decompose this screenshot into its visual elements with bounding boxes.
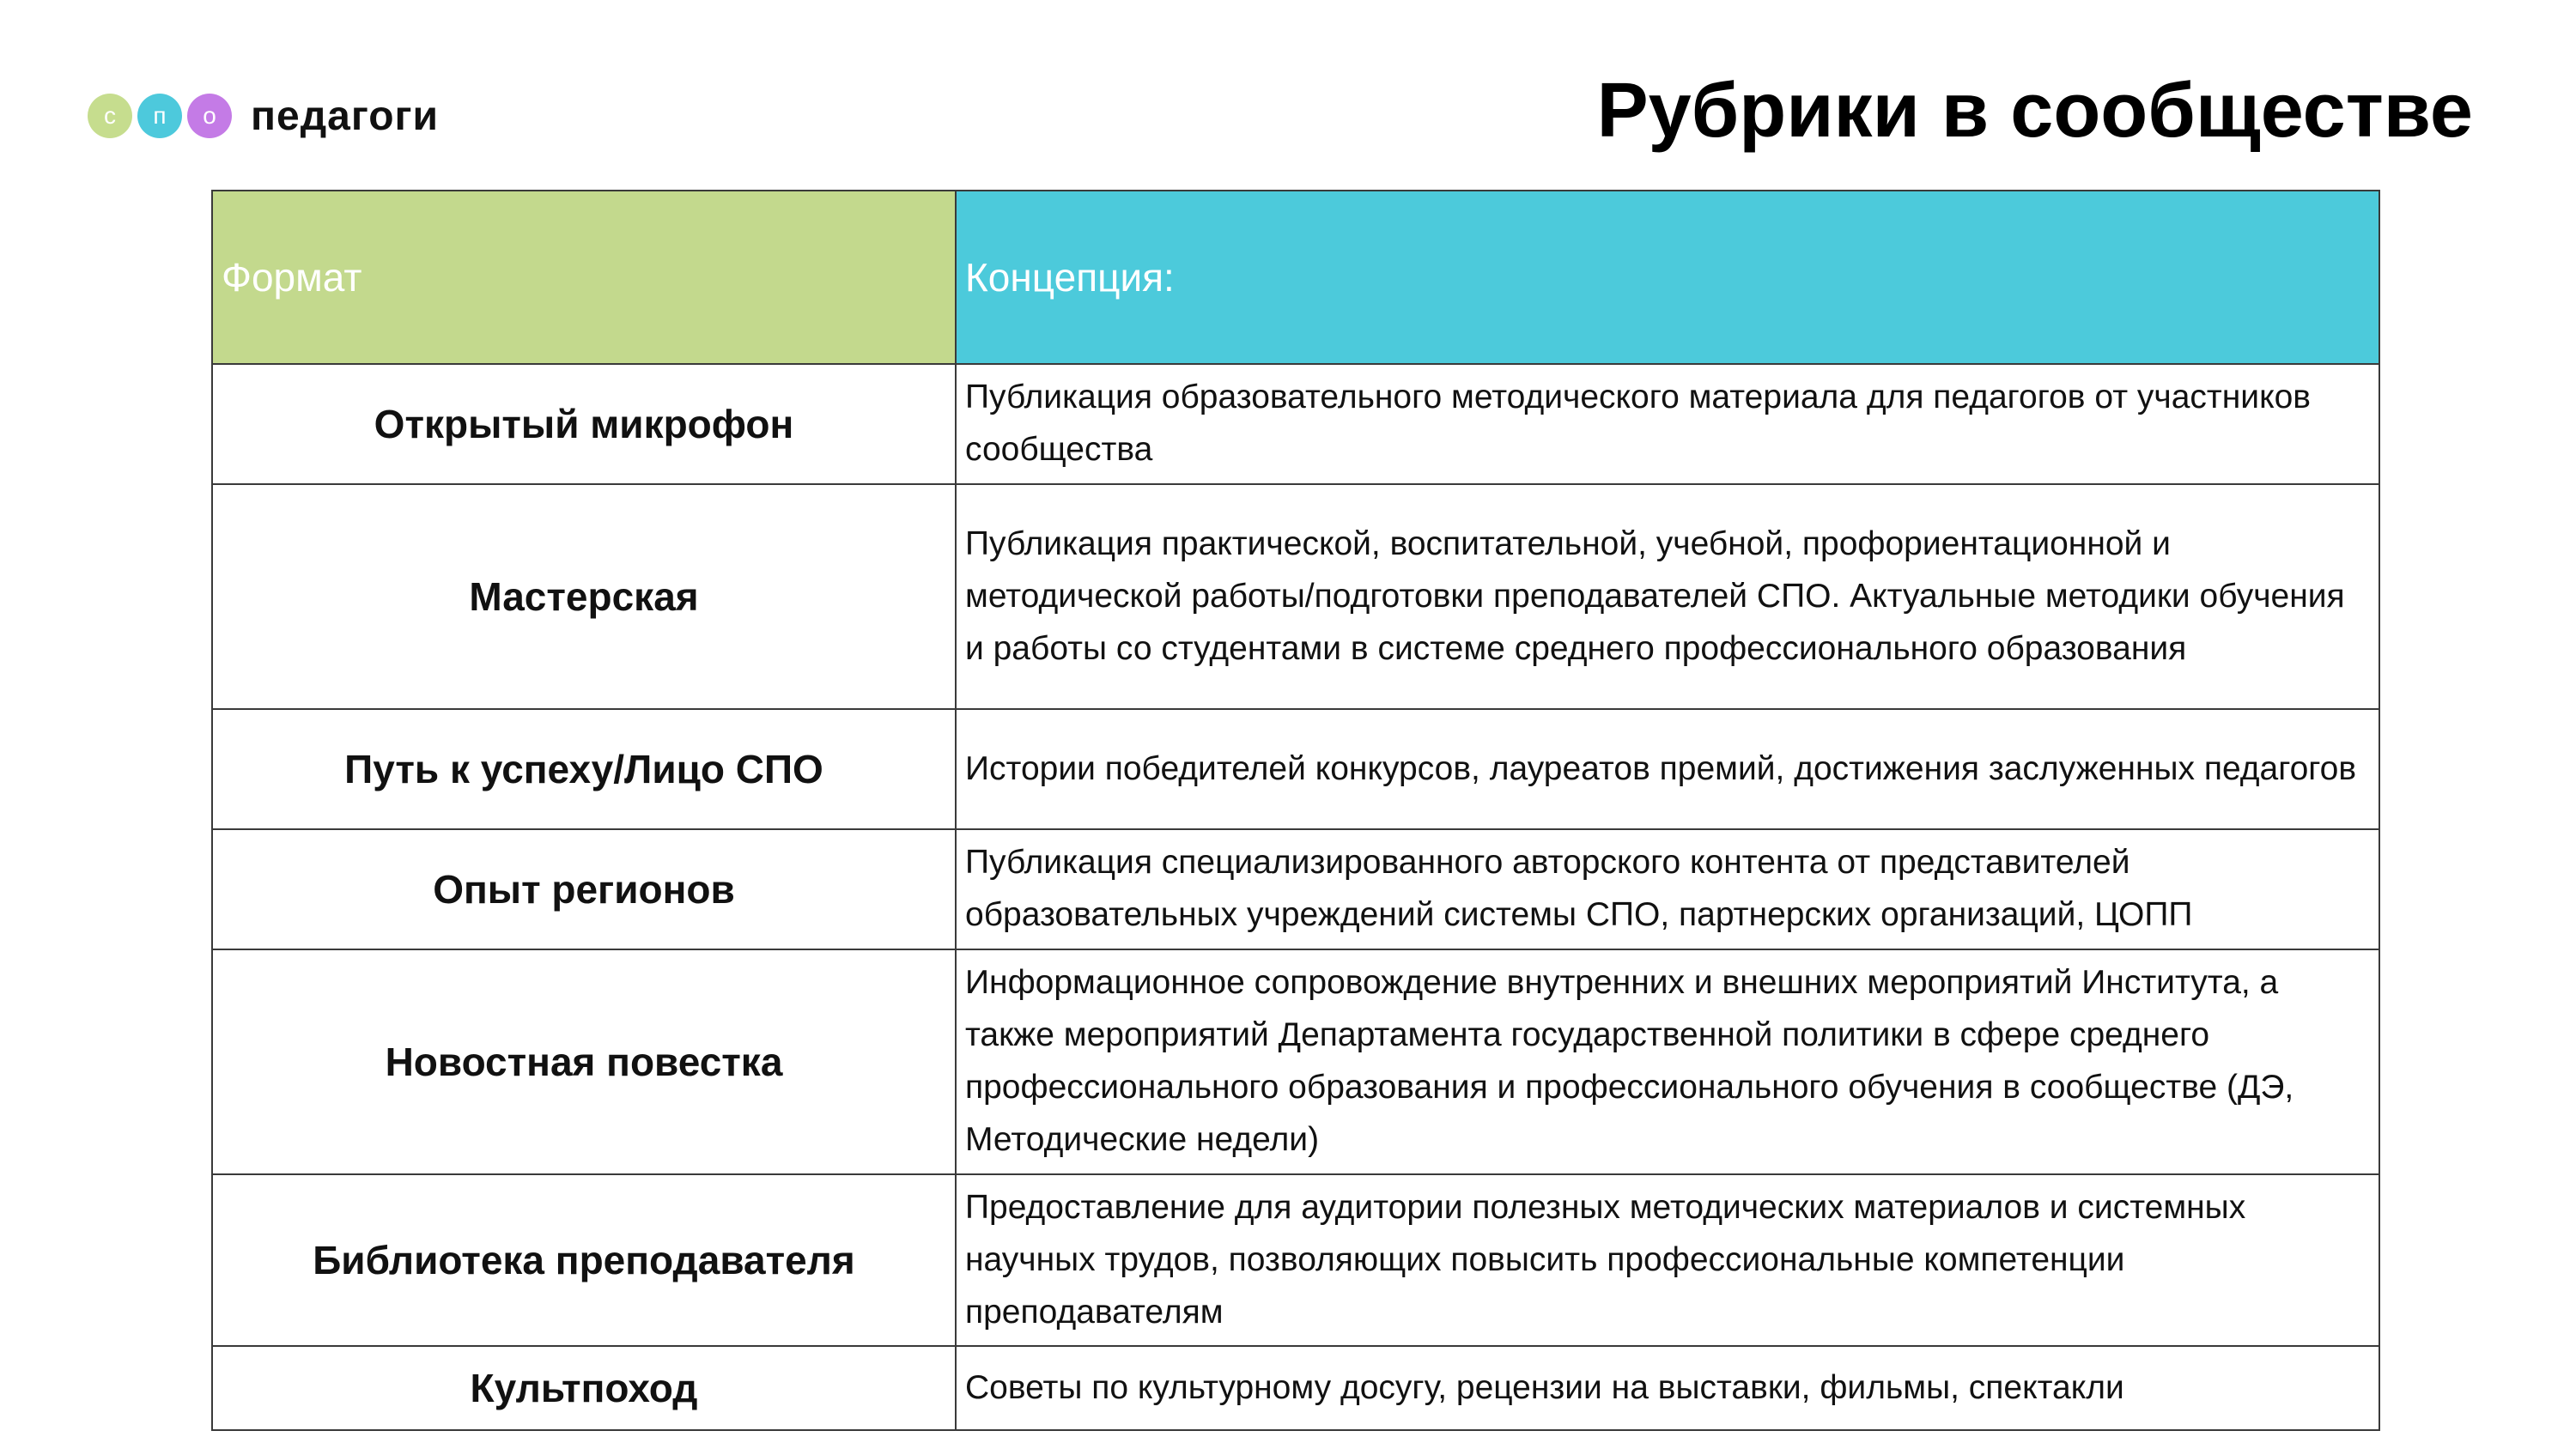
rubric-name: Открытый микрофон bbox=[212, 364, 956, 484]
rubric-name: Путь к успеху/Лицо СПО bbox=[212, 709, 956, 829]
logo bbox=[88, 93, 439, 139]
table-row bbox=[212, 364, 2379, 484]
rubric-description: Публикация практической, воспитательной, учебной, профориентационной и методической работы/подготовки преподавателей СПО. Актуальные методики обучения и работы со студентами в системе среднего профессионального образования bbox=[956, 484, 2379, 709]
rubric-description: Советы по культурному досугу, рецензии на выставки, фильмы, спектакли bbox=[956, 1346, 2379, 1430]
logo-circle-s: с bbox=[88, 94, 132, 138]
rubric-name: Новостная повестка bbox=[212, 949, 956, 1174]
table-header-row bbox=[212, 191, 2379, 364]
rubric-name: Опыт регионов bbox=[212, 829, 956, 949]
table-row bbox=[212, 1346, 2379, 1430]
table-row bbox=[212, 709, 2379, 829]
rubric-description: Публикация специализированного авторского контента от представителей образовательных учреждений системы СПО, партнерских организаций, ЦОПП bbox=[956, 829, 2379, 949]
rubric-description: Предоставление для аудитории полезных методических материалов и системных научных трудов, позволяющих повысить профессиональные компетенции преподавателям bbox=[956, 1174, 2379, 1346]
rubrics-table bbox=[211, 190, 2380, 1431]
rubric-description: Истории победителей конкурсов, лауреатов премий, достижения заслуженных педагогов bbox=[956, 709, 2379, 829]
rubric-description: Публикация образовательного методического материала для педагогов от участников сообщества bbox=[956, 364, 2379, 484]
page-title: Рубрики в сообществе bbox=[1596, 68, 2473, 154]
table-row bbox=[212, 829, 2379, 949]
rubric-name: Мастерская bbox=[212, 484, 956, 709]
table-row bbox=[212, 949, 2379, 1174]
column-header-concept: Концепция: bbox=[956, 191, 2379, 364]
rubric-name: Библиотека преподавателя bbox=[212, 1174, 956, 1346]
table-row bbox=[212, 484, 2379, 709]
table-row bbox=[212, 1174, 2379, 1346]
rubric-description: Информационное сопровождение внутренних и внешних мероприятий Института, а также мероприятий Департамента государственной политики в сфере среднего профессионального образования и профессионального обучения в сообществе (ДЭ, Методические недели) bbox=[956, 949, 2379, 1174]
logo-circle-p: п bbox=[137, 94, 182, 138]
logo-wordmark: педагоги bbox=[251, 93, 440, 139]
rubric-name: Культпоход bbox=[212, 1346, 956, 1430]
column-header-format: Формат bbox=[212, 191, 956, 364]
logo-circle-o: о bbox=[187, 94, 232, 138]
